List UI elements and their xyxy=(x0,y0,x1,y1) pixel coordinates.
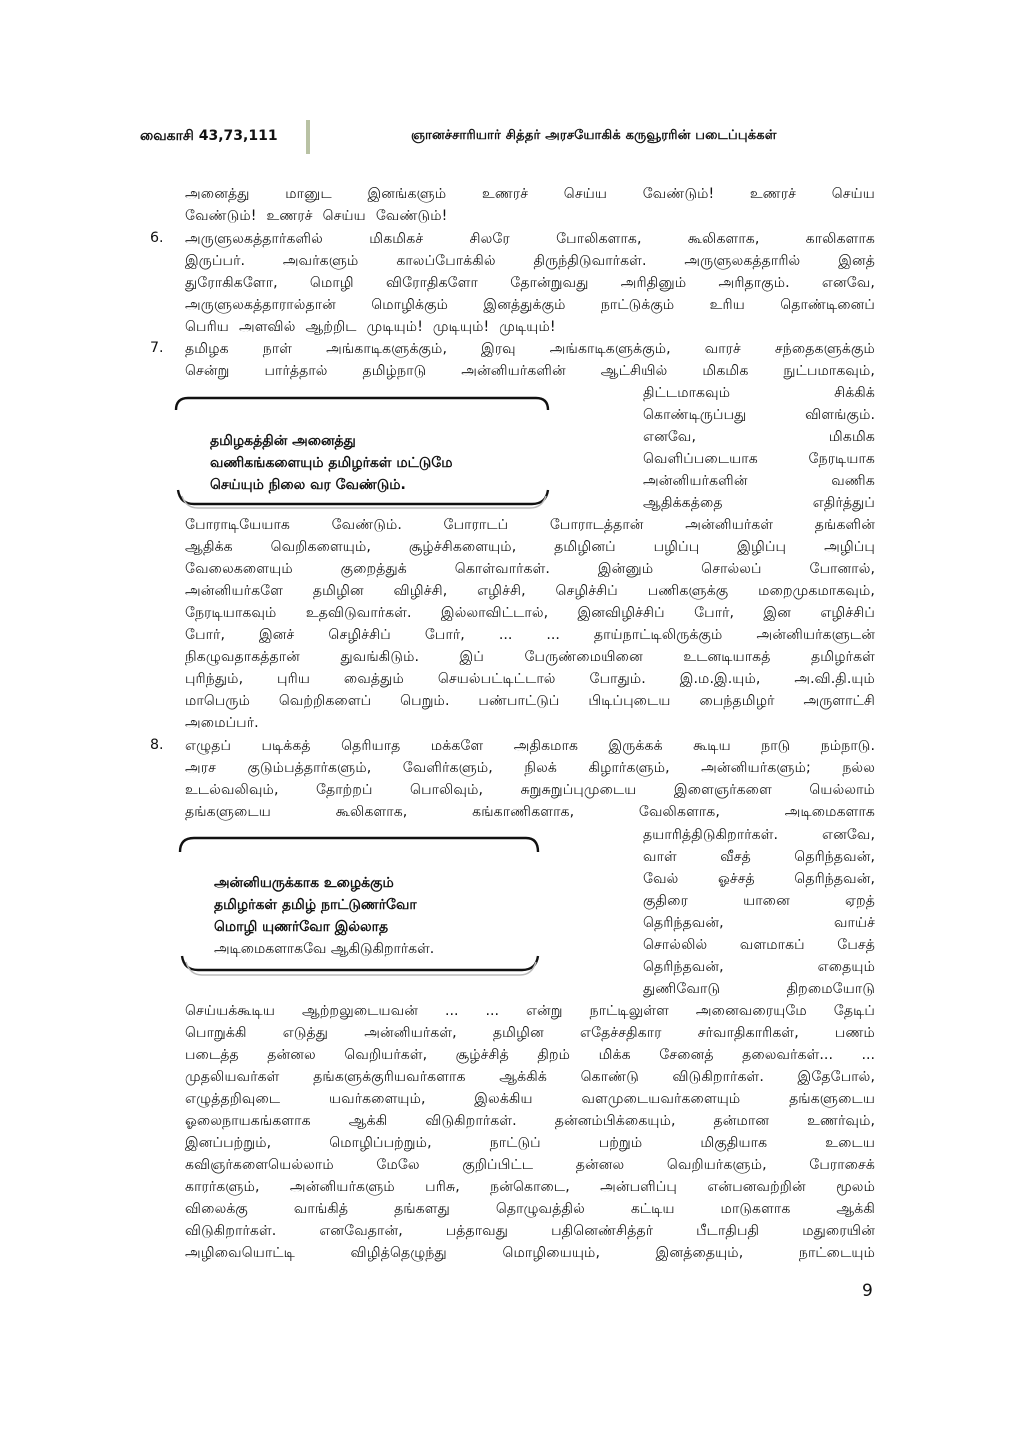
text-line: தமிழக நாள் அங்காடிகளுக்கும், இரவு அங்காடிகளுக்கும், வாரச் சந்தைகளுக்கும் xyxy=(185,341,875,357)
side-text-line: எனவே, மிகமிக xyxy=(643,429,875,445)
quote-line: வணிகங்களையும் தமிழர்கள் மட்டுமே xyxy=(210,455,453,471)
side-text-line: குதிரை யானை ஏறத் xyxy=(643,893,875,909)
text-line: அனைத்து மானுட இனங்களும் உணரச் செய்ய வேண்டும்! உணரச் செய்ய xyxy=(185,186,875,202)
text-line: பெரிய அளவில் ஆற்றிட முடியும்! முடியும்! முடியும்! xyxy=(185,319,556,335)
side-text-line: சொல்லில் வளமாகப் பேசத் xyxy=(643,937,875,953)
text-line: மாபெரும் வெற்றிகளைப் பெறும். பண்பாட்டுப் பிடிப்புடைய பைந்தமிழர் அருளாட்சி xyxy=(185,693,875,709)
text-line: செய்யக்கூடிய ஆற்றலுடையவன் ... ... என்று நாட்டிலுள்ள அனைவரையுமே தேடிப் xyxy=(185,1003,875,1019)
text-line: அரச குடும்பத்தார்களும், வேளிர்களும், நிலக் கிழார்களும், அன்னியர்களும்; நல்ல xyxy=(185,760,875,776)
side-text-line: திட்டமாகவும் சிக்கிக் xyxy=(643,385,875,401)
side-text-line: ஆதிக்கத்தை எதிர்த்துப் xyxy=(643,495,875,511)
text-line: ஆதிக்க வெறிகளையும், சூழ்ச்சிகளையும், தமிழினப் பழிப்பு இழிப்பு அழிப்பு xyxy=(185,539,875,555)
text-line: போர், இனச் செழிச்சிப் போர், ... ... தாய்நாட்டிலிருக்கும் அன்னியர்களுடன் xyxy=(185,627,875,643)
side-text-line: தெரிந்தவன், எதையும் xyxy=(643,959,875,975)
quote-line: தமிழர்கள் தமிழ் நாட்டுணர்வோ xyxy=(214,897,417,913)
side-text-line: துணிவோடு திறமையோடு xyxy=(643,981,875,997)
text-line: அருளுலகத்தார்களில் மிகமிகச் சிலரே போலிகளாக, கூலிகளாக, காலிகளாக xyxy=(185,231,875,247)
quote-line: தமிழகத்தின் அனைத்து xyxy=(210,433,356,449)
text-line: அன்னியர்களே தமிழின விழிச்சி, எழிச்சி, செழிச்சிப் பணிகளுக்கு மறைமுகமாகவும், xyxy=(185,583,875,599)
paragraph-number: 8. xyxy=(150,737,164,753)
pull-quote-box xyxy=(172,392,552,516)
text-line: அழிவையொட்டி விழித்தெழுந்து மொழியையும், இனத்தையும், நாட்டையும் xyxy=(185,1245,875,1261)
text-line: வேண்டும்! உணரச் செய்ய வேண்டும்! xyxy=(185,208,448,224)
text-line: வேலைகளையும் குறைத்துக் கொள்வார்கள். இன்னும் சொல்லப் போனால், xyxy=(185,561,875,577)
text-line: இனப்பற்றும், மொழிப்பற்றும், நாட்டுப் பற்றும் மிகுதியாக உடைய xyxy=(185,1135,875,1151)
text-line: அமைப்பர். xyxy=(185,715,259,731)
text-line: காரர்களும், அன்னியர்களும் பரிசு, நன்கொடை, அன்பளிப்பு என்பனவற்றின் மூலம் xyxy=(185,1179,875,1195)
text-line: நேரடியாகவும் உதவிடுவார்கள். இல்லாவிட்டால், இனவிழிச்சிப் போர், இன எழிச்சிப் xyxy=(185,605,875,621)
paragraph-number: 6. xyxy=(150,230,164,246)
side-text-line: வேல் ஓச்சத் தெரிந்தவன், xyxy=(643,871,875,887)
quote-line: செய்யும் நிலை வர வேண்டும். xyxy=(210,477,406,493)
text-line: அருளுலகத்தாரால்தான் மொழிக்கும் இனத்துக்கும் நாட்டுக்கும் உரிய தொண்டினைப் xyxy=(185,297,875,313)
side-text-line: தெரிந்தவன், வாய்ச் xyxy=(643,915,875,931)
side-text-line: கொண்டிருப்பது விளங்கும். xyxy=(643,407,875,423)
text-line: உடல்வலிவும், தோற்றப் பொலிவும், சுறுசுறுப்புமுடைய இளைஞர்களை யெல்லாம் xyxy=(185,782,875,798)
header-title: ஞானச்சாரியார் சித்தர் அரசயோகிக் கருவூரரின் படைப்புக்கள் xyxy=(411,128,777,143)
text-line: தங்களுடைய கூலிகளாக, கங்காணிகளாக, வேலிகளாக, அடிமைகளாக xyxy=(185,804,875,820)
pull-quote-box xyxy=(176,832,542,982)
text-line: ஓலைநாயகங்களாக ஆக்கி விடுகிறார்கள். தன்னம்பிக்கையும், தன்மான உணர்வும், xyxy=(185,1113,875,1129)
quote-line: அன்னியருக்காக உழைக்கும் xyxy=(214,875,394,891)
page-number: 9 xyxy=(862,1281,873,1301)
quote-line: அடிமைகளாகவே ஆகிடுகிறார்கள். xyxy=(214,941,435,957)
side-text-line: அன்னியர்களின் வணிக xyxy=(643,473,875,489)
text-line: எழுதப் படிக்கத் தெரியாத மக்களே அதிகமாக இருக்கக் கூடிய நாடு நம்நாடு. xyxy=(185,738,875,754)
side-text-line: வாள் வீசத் தெரிந்தவன், xyxy=(643,849,875,865)
side-text-line: தயாரித்திடுகிறார்கள். எனவே, xyxy=(643,827,875,843)
text-line: புரிந்தும், புரிய வைத்தும் செயல்பட்டிட்டால் போதும். இ.ம.இ.யும், அ.வி.தி.யும் xyxy=(185,671,875,687)
text-line: முதலியவர்கள் தங்களுக்குரியவர்களாக ஆக்கிக் கொண்டு விடுகிறார்கள். இதேபோல், xyxy=(185,1069,875,1085)
text-line: போராடியேயாக வேண்டும். போராடப் போராடத்தான் அன்னியர்கள் தங்களின் xyxy=(185,517,875,533)
text-line: எழுத்தறிவுடை யவர்களையும், இலக்கிய வளமுடையவர்களையும் தங்களுடைய xyxy=(185,1091,875,1107)
text-line: துரோகிகளோ, மொழி விரோதிகளோ தோன்றுவது அரிதினும் அரிதாகும். எனவே, xyxy=(185,275,875,291)
text-line: இருப்பர். அவர்களும் காலப்போக்கில் திருந்திடுவார்கள். அருளுலகத்தாரில் இனத் xyxy=(185,253,875,269)
text-line: பொறுக்கி எடுத்து அன்னியர்கள், தமிழின எதேச்சதிகார சர்வாதிகாரிகள், பணம் xyxy=(185,1025,875,1041)
header-divider xyxy=(306,120,310,154)
header-date: வைகாசி 43,73,111 xyxy=(140,128,278,144)
text-line: விடுகிறார்கள். எனவேதான், பத்தாவது பதினெண்சித்தர் பீடாதிபதி மதுரையின் xyxy=(185,1223,875,1239)
quote-line: மொழி யுணர்வோ இல்லாத xyxy=(214,919,389,935)
text-line: படைத்த தன்னல வெறியர்கள், சூழ்ச்சித் திறம் மிக்க சேனைத் தலைவர்கள்... ... xyxy=(185,1047,875,1063)
text-line: நிகழுவதாகத்தான் துவங்கிடும். இப் பேருண்மையினை உடனடியாகத் தமிழர்கள் xyxy=(185,649,875,665)
side-text-line: வெளிப்படையாக நேரடியாக xyxy=(643,451,875,467)
paragraph-number: 7. xyxy=(150,340,164,356)
text-line: சென்று பார்த்தால் தமிழ்நாடு அன்னியர்களின் ஆட்சியில் மிகமிக நுட்பமாகவும், xyxy=(185,363,875,379)
text-line: கவிஞர்களையெல்லாம் மேலே குறிப்பிட்ட தன்னல வெறியர்களும், பேராசைக் xyxy=(185,1157,875,1173)
text-line: விலைக்கு வாங்கித் தங்களது தொழுவத்தில் கட்டிய மாடுகளாக ஆக்கி xyxy=(185,1201,875,1217)
